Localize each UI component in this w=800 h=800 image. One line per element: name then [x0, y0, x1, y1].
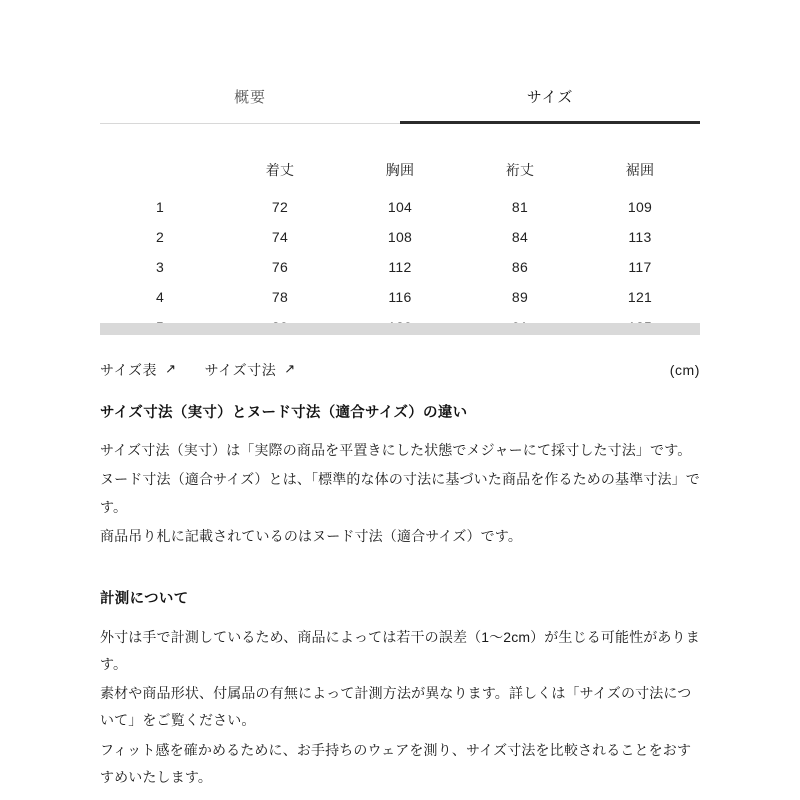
size-table-head: [100, 150, 700, 192]
row-size-label: 4: [155, 289, 165, 305]
cell-length: 78: [271, 289, 289, 305]
arrow-up-right-icon: ↗: [284, 361, 296, 376]
paragraph: 商品吊り札に記載されているのはヌード寸法（適合サイズ）です。: [100, 528, 522, 545]
link-size-chart-label: サイズ表: [100, 362, 158, 378]
cell-hem: 109: [627, 199, 653, 215]
cell-length: 74: [271, 229, 289, 245]
table-row: [100, 192, 700, 222]
size-table-body: [100, 192, 700, 342]
section-title: サイズ寸法（実寸）とヌード寸法（適合サイズ）の違い: [100, 405, 468, 421]
content-area: [100, 402, 700, 793]
table-header-row: [100, 150, 700, 192]
row-size-label: 2: [155, 229, 165, 245]
cell-length: 76: [271, 259, 289, 275]
cell-chest: 108: [387, 229, 413, 245]
link-size-measurements[interactable]: [205, 360, 296, 380]
link-size-measurements-label: サイズ寸法: [204, 362, 277, 378]
tab-overview[interactable]: 概要: [100, 86, 400, 124]
paragraph: サイズ寸法（実寸）は「実際の商品を平置きにした状態でメジャーにて採寸した寸法」です。: [100, 442, 692, 459]
size-links-row: [100, 360, 700, 380]
column-header-length: 着丈: [265, 162, 295, 178]
cell-hem: 121: [627, 289, 653, 305]
column-header-hem: 裾囲: [625, 162, 655, 178]
cell-hem: 113: [628, 229, 652, 245]
table-row: [100, 252, 700, 282]
tab-bar: [100, 86, 700, 124]
cell-sleeve: 89: [511, 289, 529, 305]
row-size-label: 3: [155, 259, 165, 275]
table-row: [100, 222, 700, 252]
column-header-size: [100, 150, 220, 192]
column-header-sleeve: 裄丈: [505, 162, 535, 178]
section-measurement: [100, 588, 700, 791]
cell-length: 72: [271, 199, 289, 215]
size-table: [100, 150, 700, 342]
paragraph: 素材や商品形状、付属品の有無によって計測方法が異なります。詳しくは「サイズの寸法について」をご覧ください。: [100, 685, 692, 729]
section-title: 計測について: [100, 591, 189, 608]
table-scrollbar[interactable]: [100, 323, 700, 335]
tab-size[interactable]: サイズ: [400, 86, 700, 124]
column-header-chest: 胸囲: [385, 162, 415, 178]
cell-hem: 117: [628, 259, 652, 275]
unit-label: (cm): [669, 362, 700, 378]
cell-chest: 104: [387, 199, 413, 215]
paragraph: ヌード寸法（適合サイズ）とは、「標準的な体の寸法に基づいた商品を作るための基準寸法」です。: [100, 471, 700, 515]
link-size-chart[interactable]: [100, 360, 177, 380]
section-size-difference: [100, 402, 700, 550]
cell-chest: 112: [388, 259, 412, 275]
cell-sleeve: 84: [511, 229, 529, 245]
paragraph: 外寸は手で計測しているため、商品によっては若干の誤差（1〜2cm）が生じる可能性があります。: [100, 628, 700, 672]
cell-sleeve: 86: [511, 259, 529, 275]
cell-sleeve: 81: [511, 199, 529, 215]
paragraph: フィット感を確かめるために、お手持ちのウェアを測り、サイズ寸法を比較されることをおすすめいたします。: [100, 741, 692, 786]
table-row: [100, 282, 700, 312]
section-spacer: [100, 552, 700, 588]
arrow-up-right-icon: ↗: [165, 361, 177, 376]
cell-chest: 116: [388, 289, 412, 305]
row-size-label: 1: [155, 199, 165, 215]
